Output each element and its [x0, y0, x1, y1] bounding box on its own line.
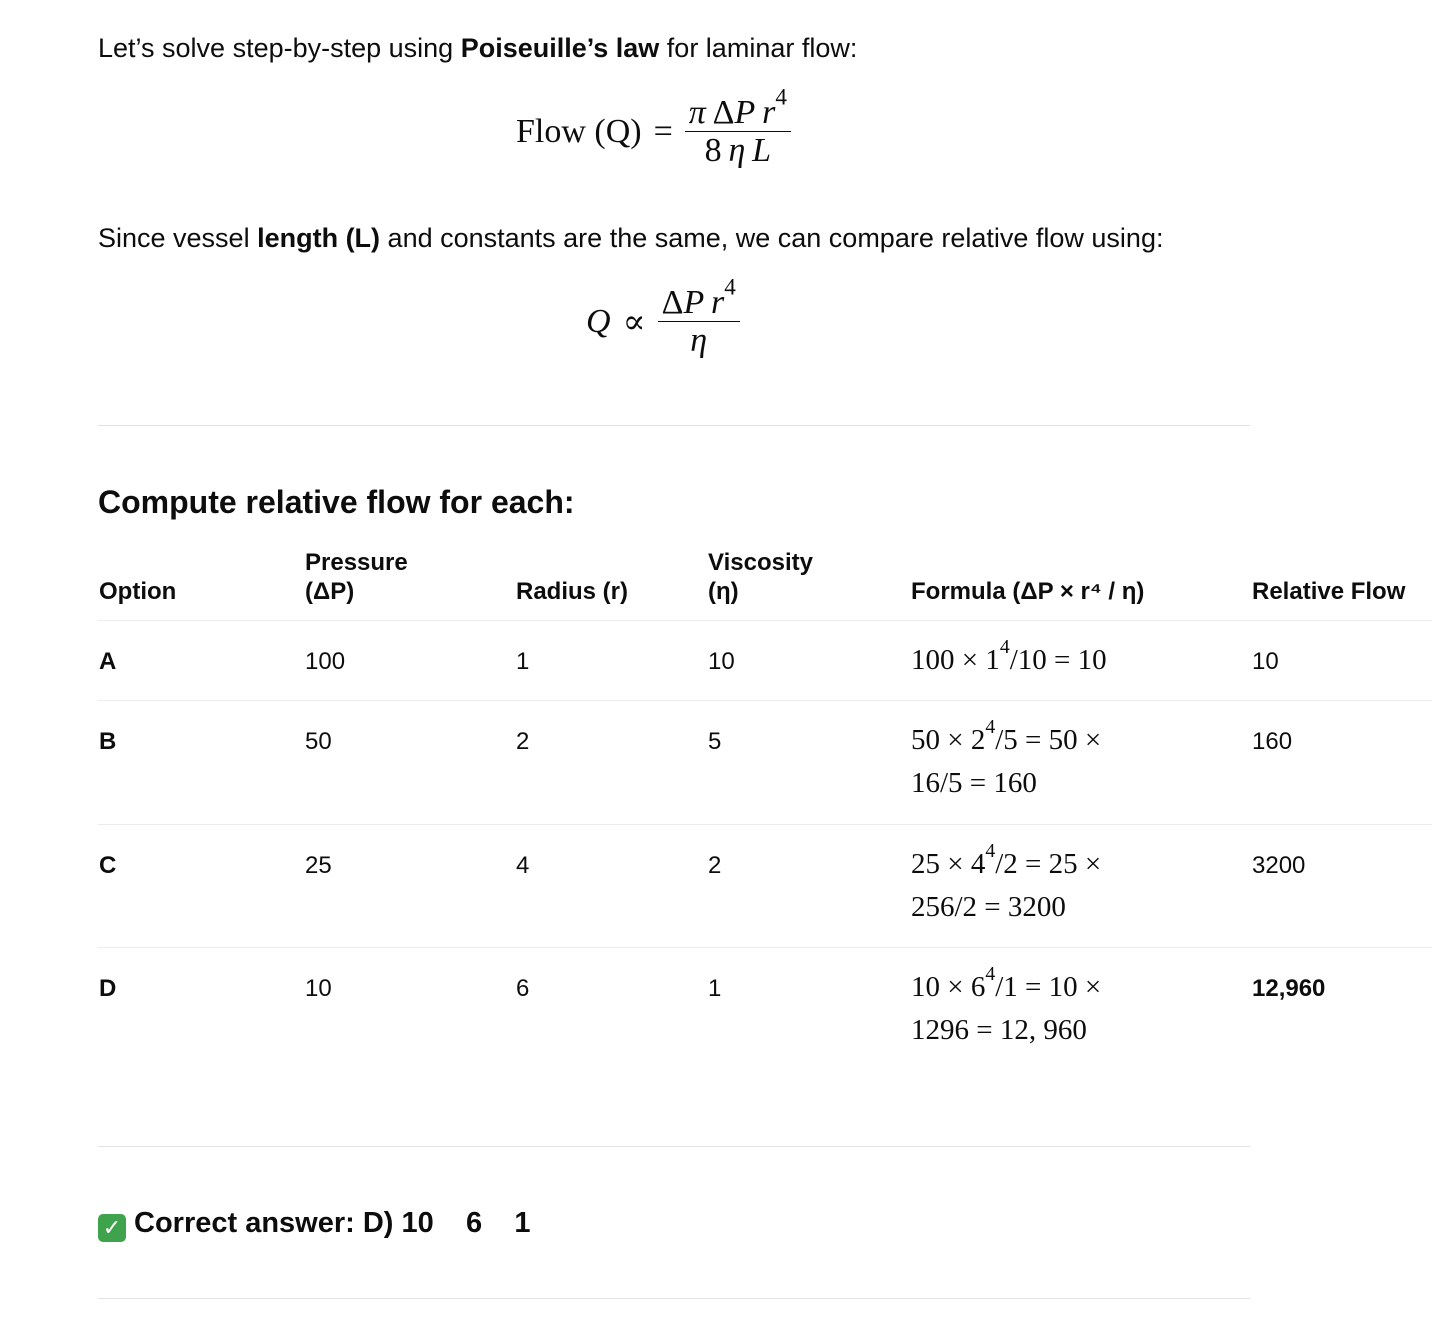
- since-text-end: and constants are the same, we can compare relative flow using:: [380, 223, 1164, 253]
- formula-part: 100 × 1: [911, 644, 1000, 676]
- formula-line2: 256/2 = 3200: [911, 891, 1066, 923]
- exponent: 4: [985, 716, 996, 739]
- cell-radius: 2: [516, 728, 530, 755]
- cell-option: C: [99, 852, 117, 879]
- delta-symbol: Δ: [712, 94, 735, 131]
- proportional-formula: [586, 274, 740, 360]
- cell-viscosity: 2: [708, 852, 722, 879]
- constant-eight: 8: [704, 132, 722, 170]
- divider: [98, 1298, 1250, 1299]
- length-symbol: L: [752, 132, 772, 170]
- header-viscosity-line1: Viscosity: [708, 549, 813, 576]
- cell-radius: 1: [516, 648, 530, 675]
- header-pressure: [305, 548, 408, 606]
- proportional-numerator: [658, 274, 740, 321]
- header-viscosity-line2: (η): [708, 578, 739, 605]
- section-title: Compute relative flow for each:: [98, 484, 575, 520]
- cell-radius: 4: [516, 852, 530, 879]
- divider: [98, 425, 1250, 426]
- row-divider: [98, 700, 1432, 701]
- intro-text: Let’s solve step-by-step using: [98, 33, 461, 63]
- since-paragraph: [98, 220, 1163, 256]
- since-text: Since vessel: [98, 223, 258, 253]
- since-bold-term: length (L): [257, 223, 381, 253]
- cell-pressure: 50: [305, 728, 332, 755]
- proportional-denominator: [686, 322, 711, 359]
- cell-pressure: 10: [305, 975, 332, 1002]
- header-formula: Formula (ΔP × r⁴ / η): [911, 578, 1145, 605]
- formula-line2: 16/5 = 160: [911, 767, 1037, 799]
- formula-part: 25 × 4: [911, 848, 986, 880]
- cell-option: B: [99, 728, 117, 755]
- pressure-symbol: P: [734, 94, 756, 131]
- exponent: 4: [985, 963, 996, 986]
- cell-pressure: 25: [305, 852, 332, 879]
- eta-symbol: η: [728, 132, 746, 170]
- header-radius: Radius (r): [516, 578, 629, 605]
- exponent: 4: [985, 840, 996, 863]
- formula-part: /5 = 50 ×: [995, 724, 1102, 756]
- cell-radius: 6: [516, 975, 530, 1002]
- exponent: 4: [724, 274, 736, 301]
- row-divider: [98, 947, 1432, 948]
- formula-part: 10 × 6: [911, 971, 986, 1003]
- check-mark-icon: ✓: [98, 1214, 126, 1242]
- cell-relative-flow: 160: [1252, 728, 1293, 755]
- cell-formula: [911, 716, 1151, 805]
- cell-formula: [911, 636, 1151, 682]
- cell-relative-flow: 10: [1252, 648, 1279, 675]
- correct-answer: [98, 1205, 530, 1242]
- pressure-symbol: P: [683, 284, 705, 321]
- header-viscosity: [708, 548, 813, 606]
- intro-bold-term: Poiseuille’s law: [460, 33, 660, 63]
- intro-text-end: for laminar flow:: [659, 33, 858, 63]
- exponent: 4: [999, 636, 1010, 659]
- cell-option: A: [99, 648, 117, 675]
- formula-lhs: Flow (Q): [516, 112, 642, 150]
- formula-part: /10 = 10: [1009, 644, 1107, 676]
- formula-fraction: [685, 84, 791, 170]
- formula-numerator: [685, 84, 791, 131]
- cell-viscosity: 1: [708, 975, 722, 1002]
- formula-part: /1 = 10 ×: [995, 971, 1102, 1003]
- formula-equals: =: [653, 112, 673, 150]
- cell-viscosity: 10: [708, 648, 735, 675]
- row-divider: [98, 824, 1432, 825]
- formula-part: /2 = 25 ×: [995, 848, 1102, 880]
- answer-text: Correct answer: D) 10 6 1: [134, 1207, 531, 1239]
- cell-relative-flow: 3200: [1252, 852, 1306, 879]
- radius-symbol: r: [711, 284, 725, 321]
- intro-paragraph: [98, 30, 857, 66]
- divider: [98, 1146, 1250, 1147]
- poiseuille-formula: [516, 84, 791, 170]
- formula-denominator: [701, 132, 775, 169]
- header-option: Option: [99, 578, 177, 605]
- cell-pressure: 100: [305, 648, 346, 675]
- header-pressure-line1: Pressure: [305, 549, 408, 576]
- formula-line2: 1296 = 12, 960: [911, 1014, 1087, 1046]
- header-relative-flow: Relative Flow: [1252, 578, 1406, 605]
- eta-symbol: η: [690, 322, 708, 360]
- pi-symbol: π: [688, 94, 706, 131]
- formula-part: 50 × 2: [911, 724, 986, 756]
- proportional-symbol: ∝: [622, 303, 646, 341]
- header-divider: [98, 620, 1432, 621]
- proportional-fraction: [658, 274, 740, 360]
- cell-option: D: [99, 975, 117, 1002]
- header-pressure-line2: (ΔP): [305, 578, 355, 605]
- exponent: 4: [775, 84, 787, 111]
- cell-formula: [911, 840, 1151, 929]
- flow-symbol: Q: [586, 302, 611, 340]
- cell-formula: [911, 963, 1151, 1052]
- cell-viscosity: 5: [708, 728, 722, 755]
- cell-relative-flow: 12,960: [1252, 975, 1326, 1002]
- radius-symbol: r: [762, 94, 776, 131]
- delta-symbol: Δ: [661, 284, 684, 321]
